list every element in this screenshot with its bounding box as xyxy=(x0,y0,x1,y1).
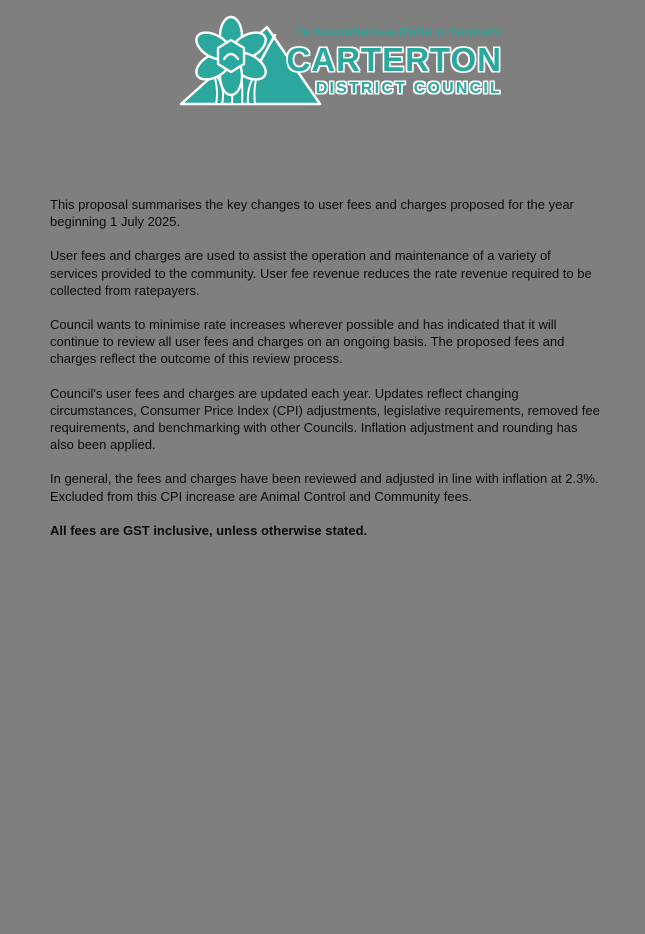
paragraph-intro: This proposal summarises the key changes to user fees and charges proposed for the year beginning 1 July 2025. xyxy=(50,197,574,230)
carterton-district-council-logo xyxy=(178,14,502,106)
paragraph-inflation: In general, the fees and charges have been reviewed and adjusted in line with inflation at 2.3%. Excluded from this CPI increase are Animal Control and Community fees. xyxy=(50,471,599,504)
paragraph-updates: Council's user fees and charges are updated each year. Updates reflect changing circumstances, Consumer Price Index (CPI) adjustments, legislative requirements, removed fee requirements, and benchmarking with other Councils. Inflation adjustment and rounding has also been applied. xyxy=(50,385,600,453)
paragraph-review: Council wants to minimise rate increases wherever possible and has indicated that it will continue to review all user fees and charges on an ongoing basis. The proposed fees and charges reflect the outcome of this review process. xyxy=(50,317,565,367)
gst-note: All fees are GST inclusive, unless otherwise stated. xyxy=(50,522,368,538)
document-body xyxy=(50,196,601,556)
logo-wordmark xyxy=(282,24,502,98)
logo-council-subtitle: DISTRICT COUNCIL xyxy=(315,80,502,97)
logo-maori-name: Te Kaunihera-ā-Rohe o Taratahi xyxy=(295,24,502,39)
paragraph-purpose: User fees and charges are used to assist the operation and maintenance of a variety of services provided to the community. User fee revenue reduces the rate revenue required to be collected from ratepayers. xyxy=(50,248,592,298)
logo-council-name: CARTERTON xyxy=(286,41,502,78)
